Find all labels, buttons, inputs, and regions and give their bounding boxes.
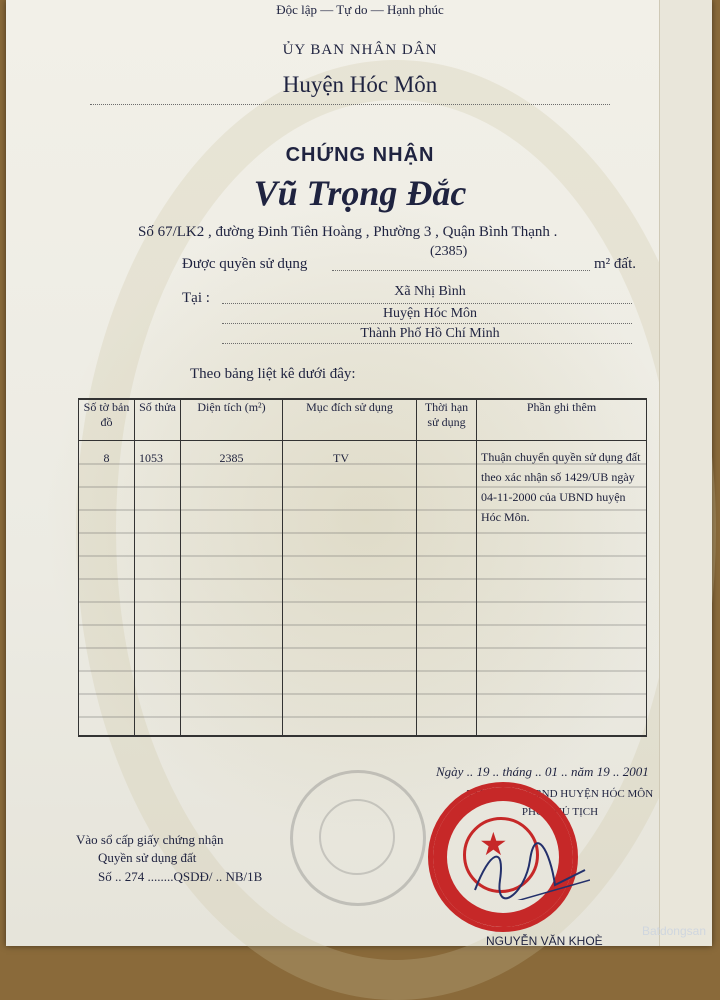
cell-map-sheet: 8: [79, 441, 135, 737]
paper-edge: [659, 0, 712, 946]
cell-purpose: TV: [283, 441, 417, 737]
owner-address: Số 67/LK2 , đường Đinh Tiên Hoàng , Phường 3 , Quận Bình Thạnh .: [138, 224, 557, 241]
location-district: Huyện Hóc Môn: [230, 306, 630, 322]
national-motto: Độc lập — Tự do — Hạnh phúc: [0, 2, 720, 18]
table-row: [79, 441, 647, 737]
grey-seal: [290, 770, 426, 906]
col-header-map-sheet: Số tờ bản đồ: [79, 399, 135, 441]
area-unit: m² đất.: [594, 256, 636, 273]
signer-role: PHÓ CHỦ TỊCH: [460, 806, 660, 818]
col-header-parcel: Số thửa: [135, 399, 181, 441]
star-icon: ★: [479, 825, 508, 863]
registry-line-3: Số .. 274 ........QSDĐ/ .. NB/1B: [98, 869, 262, 885]
signer-title: TM.Chủ tịch UBND HUYỆN HÓC MÔN: [460, 788, 660, 800]
heading-divider: [90, 104, 610, 105]
signature: [470, 840, 590, 900]
cell-area: 2385: [181, 441, 283, 737]
col-header-area: Diện tích (m²): [181, 399, 283, 441]
cell-parcel: 1053: [135, 441, 181, 737]
area-value: (2385): [430, 244, 467, 260]
area-label: Được quyền sử dụng: [182, 256, 307, 273]
col-header-notes: Phần ghi thêm: [477, 399, 647, 441]
issue-date: Ngày .. 19 .. tháng .. 01 .. năm 19 .. 2001: [436, 764, 649, 780]
authority-heading: ỦY BAN NHÂN DÂN: [0, 42, 720, 59]
district-heading: Huyện Hóc Môn: [0, 72, 720, 98]
location-dotline-2: [222, 323, 632, 324]
location-city: Thành Phố Hồ Chí Minh: [230, 326, 630, 342]
location-label: Tại :: [182, 290, 210, 307]
registry-line-2: Quyền sử dụng đất: [98, 850, 196, 866]
list-caption: Theo bảng liệt kê dưới đây:: [190, 366, 356, 383]
cell-term: [417, 441, 477, 737]
area-dotline: [332, 270, 590, 271]
certificate-title: CHỨNG NHẬN: [0, 144, 720, 167]
registry-line-1: Vào sổ cấp giấy chứng nhận: [76, 832, 223, 848]
location-dotline-3: [222, 343, 632, 344]
signer-name: NGUYỄN VĂN KHOÈ: [486, 934, 603, 948]
location-commune: Xã Nhị Bình: [230, 284, 630, 300]
col-header-term: Thời hạn sử dụng: [417, 399, 477, 441]
col-header-purpose: Mục đích sử dụng: [283, 399, 417, 441]
owner-name: Vũ Trọng Đắc: [0, 172, 720, 214]
cell-notes: Thuận chuyển quyền sử dụng đất theo xác nhận số 1429/UB ngày 04-11-2000 của UBND huyện Hóc Môn.: [477, 441, 647, 737]
location-dotline-1: [222, 303, 632, 304]
watermark: Batdongsan: [642, 924, 706, 938]
land-table: [78, 398, 647, 737]
grey-seal-center: [319, 799, 395, 875]
